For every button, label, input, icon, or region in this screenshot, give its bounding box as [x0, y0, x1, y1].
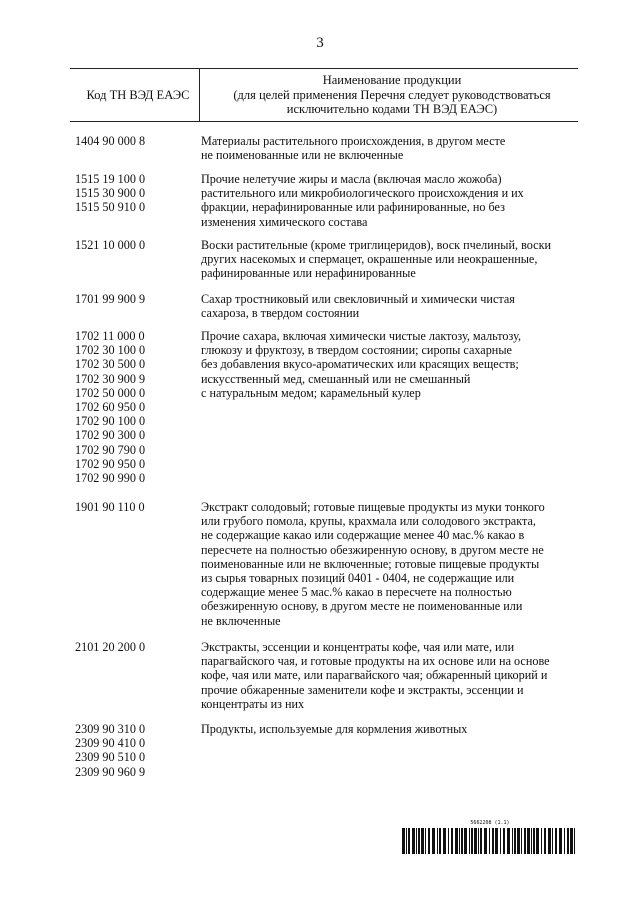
- description-line: Прочие нелетучие жиры и масла (включая масло жожоба): [201, 172, 502, 186]
- hs-code-list: [75, 134, 195, 148]
- description-line: Материалы растительного происхождения, в другом месте: [201, 134, 506, 148]
- description-line: искусственный мед, смешанный или не смешанный: [201, 371, 471, 386]
- description-line: глюкозу и фруктозу, в твердом состоянии; сиропы сахарные: [201, 343, 512, 358]
- description-line: обезжиренную основу, в другом месте не поименованные или: [201, 599, 523, 614]
- product-description: [201, 238, 583, 281]
- barcode-bars-icon: [402, 828, 578, 854]
- page-number: 3: [316, 35, 324, 51]
- hs-code-list: [75, 500, 195, 514]
- hs-code: 1702 90 100 0: [75, 414, 146, 429]
- hs-code: 1702 90 950 0: [75, 456, 146, 471]
- hs-code: 1515 19 100 0: [75, 172, 146, 186]
- description-line: рафинированные или нерафинированные: [201, 266, 416, 281]
- description-line: сахароза, в твердом состоянии: [201, 306, 360, 321]
- description-line: других насекомых и спермацет, окрашенные или неокрашенные,: [201, 252, 538, 267]
- barcode: [402, 820, 578, 860]
- header-name-column: [210, 73, 574, 117]
- description-line: пересчете на полностью обезжиренную основу, в другом месте не: [201, 542, 544, 557]
- hs-code: 1702 60 950 0: [75, 400, 146, 415]
- product-description: [201, 292, 583, 320]
- hs-code: 1702 30 100 0: [75, 343, 146, 358]
- header-name-line: Наименование продукции: [322, 73, 462, 87]
- description-line: без добавления вкусо-ароматических или красящих веществ;: [201, 357, 519, 372]
- hs-code: 2309 90 960 9: [75, 764, 146, 779]
- hs-code: 2309 90 410 0: [75, 736, 146, 751]
- hs-code-list: [75, 238, 195, 252]
- description-line: из сырья товарных позиций 0401 - 0404, не содержащие или: [201, 571, 515, 586]
- product-description: [201, 172, 583, 229]
- hs-code-list: [75, 640, 195, 654]
- hs-code-list: [75, 292, 195, 306]
- description-line: прочие обжаренные заменители кофе и экстракты, эссенции и: [201, 682, 524, 697]
- hs-code: 1515 30 900 0: [75, 186, 146, 201]
- hs-code: 1702 11 000 0: [75, 329, 145, 343]
- hs-code: 2309 90 310 0: [75, 722, 146, 736]
- description-line: не поименованные или не включенные: [201, 148, 404, 163]
- hs-code: 1702 30 900 9: [75, 371, 146, 386]
- hs-code: 1702 30 500 0: [75, 357, 146, 372]
- hs-code: 2101 20 200 0: [75, 640, 146, 654]
- description-line: Продукты, используемые для кормления животных: [201, 722, 468, 736]
- hs-code: 1404 90 000 8: [75, 134, 146, 148]
- description-line: Экстракт солодовый; готовые пищевые продукты из муки тонкого: [201, 500, 545, 514]
- product-description: [201, 134, 583, 162]
- description-line: Воски растительные (кроме триглицеридов), воск пчелиный, воски: [201, 238, 552, 252]
- hs-code: 1521 10 000 0: [75, 238, 146, 252]
- hs-code: 1702 50 000 0: [75, 385, 146, 400]
- product-description: [201, 329, 583, 400]
- description-line: растительного или микробиологического происхождения и их: [201, 186, 524, 201]
- hs-code-list: [75, 172, 195, 215]
- hs-code: 1515 50 910 0: [75, 200, 146, 215]
- description-line: поименованные или не включенные; готовые пищевые продукты: [201, 556, 540, 571]
- description-line: фракции, нерафинированные или рафинированные, но без: [201, 200, 505, 215]
- hs-code: 1702 90 300 0: [75, 428, 146, 443]
- hs-code-list: [75, 329, 195, 485]
- description-line: содержащие менее 5 мас.% какао в пересчете на полностью: [201, 585, 512, 600]
- product-description: [201, 500, 583, 628]
- description-line: или грубого помола, крупы, крахмала или солодового экстракта,: [201, 514, 536, 529]
- hs-code: 1702 90 990 0: [75, 471, 146, 486]
- header-name-line: (для целей применения Перечня следует руководствоваться: [233, 87, 551, 102]
- header-code-column: Код ТН ВЭД ЕАЭС: [86, 87, 190, 102]
- header-name-line: исключительно кодами ТН ВЭД ЕАЭС): [286, 102, 498, 116]
- hs-code: 1901 90 110 0: [75, 500, 145, 514]
- product-description: [201, 722, 583, 736]
- description-line: Прочие сахара, включая химически чистые лактозу, мальтозу,: [201, 329, 521, 343]
- hs-code: 2309 90 510 0: [75, 750, 146, 765]
- description-line: Экстракты, эссенции и концентраты кофе, чая или мате, или: [201, 640, 515, 654]
- table-header: [70, 68, 578, 122]
- hs-code-list: [75, 722, 195, 779]
- description-line: не содержащие какао или содержащие менее 40 мас.% какао в: [201, 528, 525, 543]
- description-line: кофе, чая или мате, или парагвайского чая; обжаренный цикорий и: [201, 668, 548, 683]
- product-description: [201, 640, 583, 711]
- description-line: Сахар тростниковый или свекловичный и химически чистая: [201, 292, 515, 306]
- description-line: не включенные: [201, 613, 281, 628]
- hs-code: 1701 99 900 9: [75, 292, 146, 306]
- barcode-caption: 5662208 (1.1): [470, 820, 510, 826]
- description-line: концентраты из них: [201, 696, 305, 711]
- description-line: парагвайского чая, и готовые продукты на их основе или на основе: [201, 654, 550, 669]
- header-column-divider: [199, 69, 200, 121]
- description-line: изменения химического состава: [201, 214, 368, 229]
- description-line: с натуральным медом; карамельный кулер: [201, 385, 421, 400]
- hs-code: 1702 90 790 0: [75, 442, 146, 457]
